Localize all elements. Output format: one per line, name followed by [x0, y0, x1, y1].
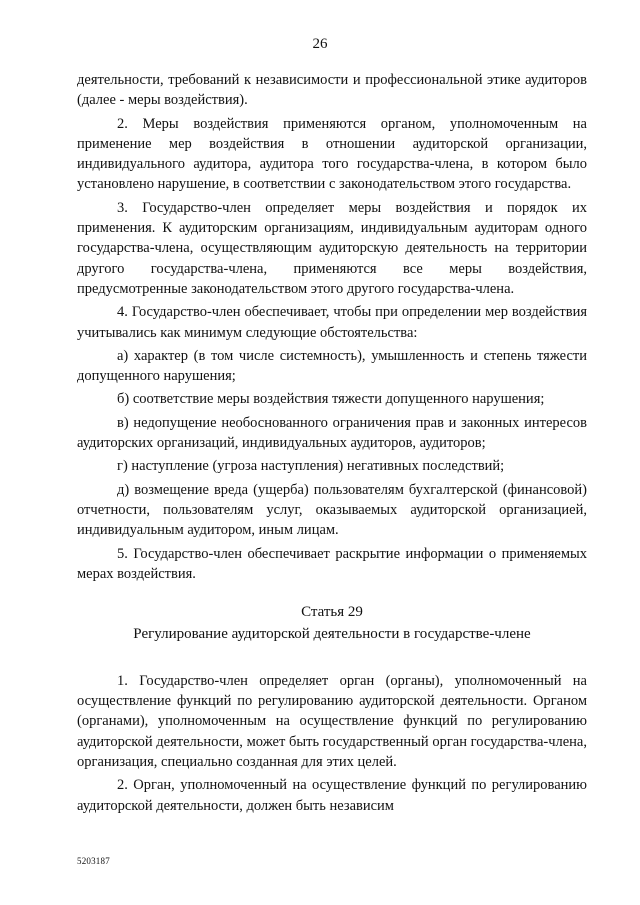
page-number: 26: [312, 36, 328, 52]
document-body: [77, 70, 587, 816]
article-paragraph-2: 2. Орган, уполномоченный на осуществление функций по регулированию аудиторской деятельности, должен быть независим: [77, 777, 587, 814]
list-item-g: г) наступление (угроза наступления) негативных последствий;: [117, 458, 505, 475]
list-item-v: в) недопущение необоснованного ограничения прав и законных интересов аудиторских организаций, индивидуальных аудиторов, аудиторов;: [77, 414, 587, 452]
list-item-a: а) характер (в том числе системность), умышленность и степень тяжести допущенного нарушения;: [77, 347, 587, 385]
paragraph-5: 5. Государство-член обеспечивает раскрытие информации о применяемых мерах воздействия.: [77, 545, 587, 582]
article-number: Статья 29: [301, 604, 363, 621]
paragraph-continuation: деятельности, требований к независимости и профессиональной этике аудиторов (далее - меры воздействия).: [77, 72, 587, 109]
list-item-d: д) возмещение вреда (ущерба) пользователям бухгалтерской (финансовой) отчетности, пользователям услуг, оказываемых аудиторской организацией, индивидуальным аудитором, иным лицам.: [77, 481, 587, 539]
paragraph-2: 2. Меры воздействия применяются органом, уполномоченным на применение мер воздействия в отношении аудиторской организации, индивидуального аудитора, аудитора того государства-члена, в котором было установлено нарушение, в соответствии с законодательством этого государства.: [77, 115, 587, 193]
list-item-b: б) соответствие меры воздействия тяжести допущенного нарушения;: [117, 391, 545, 408]
paragraph-4: 4. Государство-член обеспечивает, чтобы при определении мер воздействия учитывались как минимум следующие обстоятельства:: [77, 304, 587, 341]
paragraph-3: 3. Государство-член определяет меры воздействия и порядок их применения. К аудиторским организациям, индивидуальным аудиторам одного государства-члена, осуществляющим аудиторскую деятельность на территории другого государства-члена, применяются все меры воздействия, предусмотренные законодательством этого другого государства-члена.: [77, 199, 587, 297]
document-code: 5203187: [77, 856, 110, 866]
article-title: Регулирование аудиторской деятельности в государстве-члене: [133, 626, 531, 643]
article-heading: [77, 602, 587, 645]
article-paragraph-1: 1. Государство-член определяет орган (органы), уполномоченный на осуществление функций по регулированию аудиторской деятельности. Органом (органами), уполномоченным на осуществление функций по регулированию аудиторской деятельности, может быть государственный орган государства-члена, организация, специально созданная для этих целей.: [77, 672, 587, 770]
